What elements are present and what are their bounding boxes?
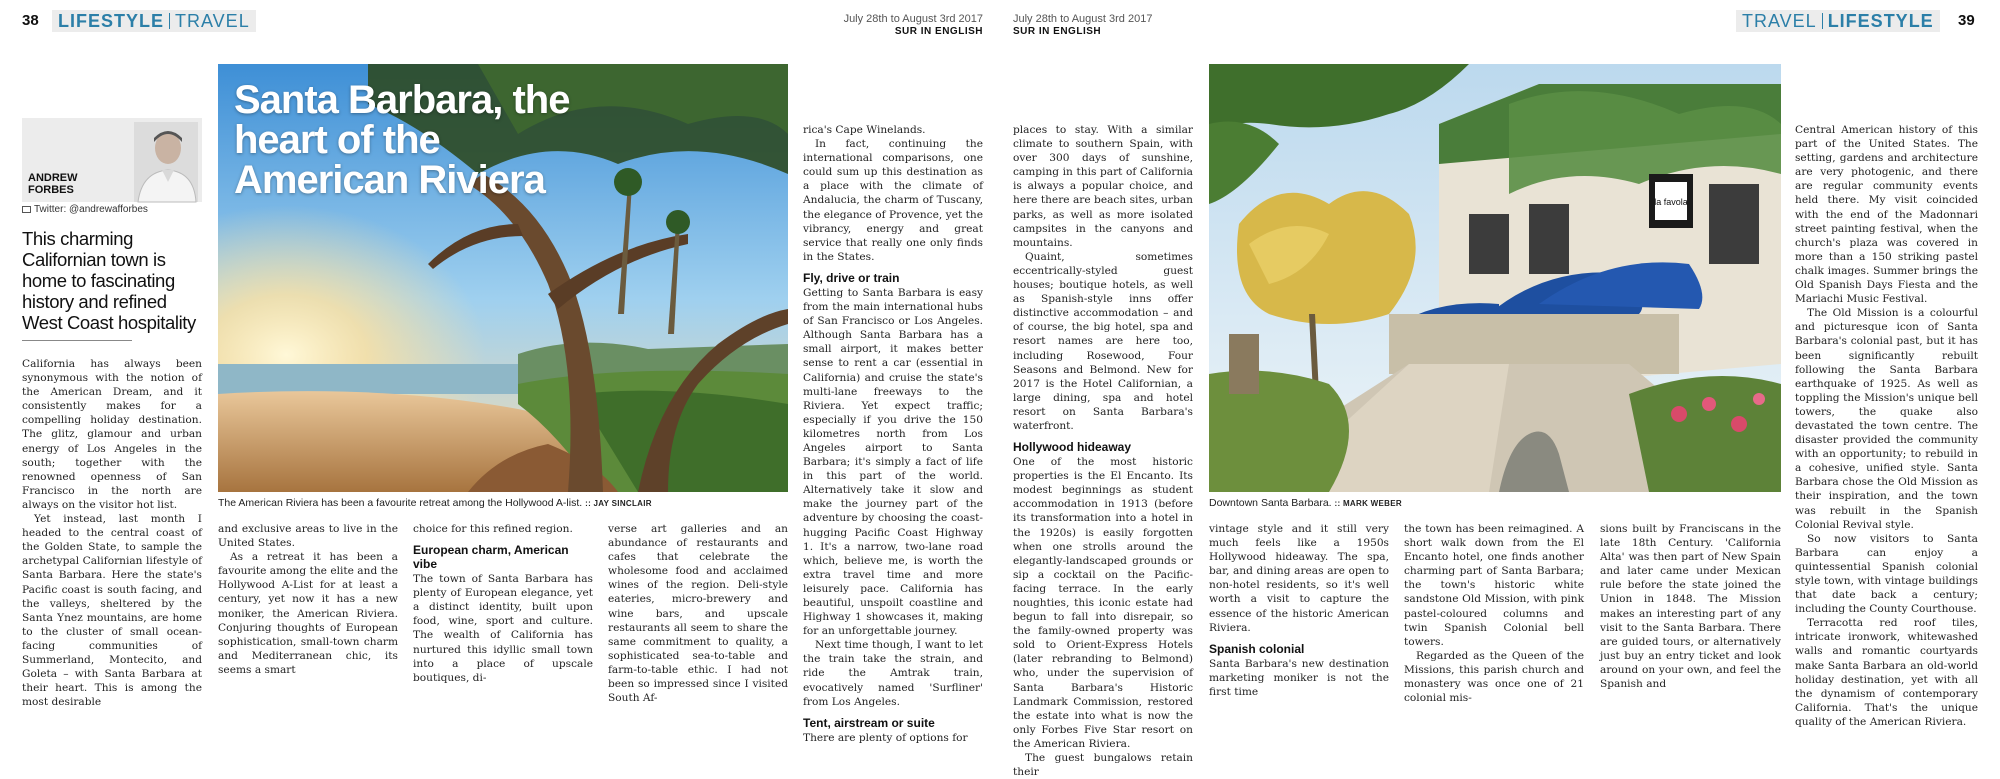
article-column-4: [608, 522, 788, 705]
beach-photo-credit: :: JAY SINCLAIR: [585, 499, 652, 508]
author-first-name: ANDREW: [28, 172, 78, 184]
article-column-10: [1795, 123, 1978, 728]
left-page-dateline: [823, 13, 983, 38]
article-column-7: [1209, 522, 1389, 698]
paragraph: Central American history of this part of the United States. The setting, gardens and architecture are very photogenic, and there are regular community events held there. My visit coincided with the end of the Madonnari street painting festival, when the church's plaza was covered in more than a 150 striking pastel chalk images. Summer brings the Old Spanish Days Fiesta and the Mariachi Music Festival.: [1795, 124, 1978, 306]
article-column-2: [218, 522, 398, 676]
left-section-label: LIFESTYLE: [58, 11, 165, 31]
section-separator: [169, 13, 170, 29]
standfirst: This charming Californian town is home to fascinating history and refined West Coast hospitality: [22, 228, 196, 333]
right-page-number: 39: [1958, 12, 1975, 29]
paragraph: There are plenty of options for: [803, 731, 968, 744]
headline: Santa Barbara, the heart of the American Riviera: [234, 78, 570, 202]
author-last-name: FORBES: [28, 184, 74, 196]
paragraph: Regarded as the Queen of the Missions, this parish church and monastery was once one of 21 colonial mis-: [1404, 649, 1584, 705]
restaurant-sign-text: la favola: [1654, 197, 1688, 207]
standfirst-divider: [22, 340, 132, 341]
right-section-tab: [1736, 10, 1940, 32]
paragraph: the town has been reimagined. A short walk down from the El Encanto hotel, one finds another charming part of Santa Barbara; the town's historic white sandstone Old Mission, with pink pastel-coloured columns and twin Spanish Colonial bell towers.: [1404, 523, 1584, 648]
left-page-publication: SUR IN ENGLISH: [894, 26, 983, 37]
subheading-hollywood-hideaway: Hollywood hideaway: [1013, 440, 1132, 455]
paragraph: One of the most historic properties is the El Encanto. Its modest beginnings as student accommodation in 1913 (before its transformation into a hotel in the 1920s) is easily forgotten when one strolls around the elegantly-landscaped grounds or sip a cocktail on the Pacific-facing terrace. In the early noughties, this iconic estate had begun to fall into disrepair, so the family-owned property was sold to Orient-Express Hotels (later rebranding to Belmond) who, under the supervision of Santa Barbara's Historic Landmark Commission, restored the estate into what is now the only Forbes Five Star resort on the American Riviera.: [1013, 456, 1193, 750]
paragraph: Next time though, I want to let the train take the strain, and ride the Amtrak train, evocatively named 'Surfliner' from Los Angeles.: [803, 639, 983, 708]
article-column-3: [413, 522, 593, 684]
paragraph: Quaint, sometimes eccentrically-styled guest houses; boutique hotels, as well as Spanish-style inns offer distinctive accommodation – and of course, the big hotel, spa and resort names are here too, including Rosewood, Four Seasons and Belmond. New for 2017 is the Hotel Californian, a large dining, spa and hotel resort on Santa Barbara's waterfront.: [1013, 250, 1193, 432]
article-column-1: [22, 357, 202, 709]
left-subsection-label: TRAVEL: [175, 11, 250, 31]
paragraph: Terracotta red roof tiles, intricate ironwork, whitewashed walls and romantic courtyards make Santa Barbara an old-world holiday destination, yet with all the dynamism of contemporary California. That's the unique quality of the American Riviera.: [1795, 617, 1978, 728]
paragraph: vintage style and it still very much feels like a 1950s Hollywood hideaway. The spa, bar, and dining areas are open to non-hotel residents, so it's well worth a visit to capture the essence of the historic American Riviera.: [1209, 523, 1389, 634]
paragraph: places to stay. With a similar climate to southern Spain, with over 300 days of sunshine, camping in this part of California is always a popular choice, and here there are beach sites, urban parks, as well as more isolated campsites in the canyons and mountains.: [1013, 124, 1193, 249]
article-column-5: [803, 123, 983, 744]
downtown-photo-caption: [1209, 497, 1781, 510]
downtown-photo-illustration: [1209, 64, 1781, 492]
right-page-dateline: [1013, 13, 1183, 38]
author-twitter[interactable]: [22, 204, 148, 215]
left-page-date: July 28th to August 3rd 2017: [843, 13, 983, 25]
article-column-8: [1404, 522, 1584, 705]
left-page-number: 38: [22, 12, 39, 29]
paragraph: Getting to Santa Barbara is easy from the main international hubs of San Francisco or Los Angeles. Although Santa Barbara has a small airport, it makes better sense to rent a car (essential in California) and cruise the state's multi-lane freeways to the Riviera. Yet expect traffic; especially if you drive the 150 kilometres north from Los Angeles airport to Santa Barbara; it's simply a fact of life in this part of the world. Alternatively take it slow and make the journey part of the adventure by choosing the coast-hugging Pacific Coast Highway 1. It's a narrow, two-lane road which, believe me, is worth the extra travel time and more leisurely pace. California has beautiful, unspoilt coastline and Highway 1 showcases it, making for an unforgettable journey.: [803, 286, 983, 638]
paragraph: Yet instead, last month I headed to the central coast of the Golden State, to sample the archetypal Californian lifestyle of Santa Barbara. Here the state's Pacific coast is south facing, and the valleys, sheltered by the Santa Ynez mountains, are home to the cluster of small ocean-facing communities of Summerland, Montecito, and Goleta – with Santa Barbara at their heart. This is among the most desirable: [22, 513, 202, 709]
paragraph: choice for this refined region.: [413, 523, 573, 535]
author-twitter-handle: Twitter: @andrewafforbes: [34, 204, 148, 215]
paragraph: In fact, continuing the international comparisons, one could sum up this destination as a place with the climate of Andalucia, the charm of Tuscany, the elegance of Provence, yet the vibrancy, energy and great service that really one only finds in the States.: [803, 138, 983, 263]
paragraph: So now visitors to Santa Barbara can enjoy a quintessential Spanish colonial style town, with vintage buildings that date back a century; including the County Courthouse.: [1795, 532, 1978, 616]
beach-photo-caption: [218, 497, 788, 510]
twitter-icon: [22, 206, 31, 213]
downtown-photo: [1209, 64, 1781, 492]
right-subsection-label: TRAVEL: [1742, 11, 1817, 31]
author-name: [28, 172, 78, 196]
subheading-fly-drive-train: Fly, drive or train: [803, 270, 900, 285]
paragraph: sions built by Franciscans in the late 18th Century. 'California Alta' was then part of New Spain and later came under Mexican rule before the state joined the Union in 1848. The Mission makes an interesting part of any visit to the Santa Barbara. There are guided tours, or alternatively just buy an entry ticket and look around on your own, and feel the Spanish and: [1600, 523, 1781, 691]
paragraph: As a retreat it has been a favourite among the elite and the Hollywood A-List for at least a century, yet now it has a new moniker, the American Riviera. Conjuring thoughts of European sophistication, small-town charm and Mediterranean chic, its seems a smart: [218, 551, 398, 676]
paragraph: and exclusive areas to live in the United States.: [218, 523, 398, 550]
subheading-spanish-colonial: Spanish colonial: [1209, 641, 1305, 656]
paragraph: The town of Santa Barbara has plenty of European elegance, yet a distinct identity, built upon food, wine, sport and culture. The wealth of California has nurtured this idyllic small town into a place of upscale boutiques, di-: [413, 573, 593, 684]
paragraph: Santa Barbara's new destination marketing moniker is not the first time: [1209, 657, 1389, 698]
subheading-european-charm: European charm, American vibe: [413, 543, 569, 572]
article-column-6: [1013, 123, 1193, 779]
right-page-date: July 28th to August 3rd 2017: [1013, 13, 1153, 25]
paragraph: The guest bungalows retain their: [1013, 752, 1193, 779]
paragraph: California has always been synonymous with the notion of the American Dream, and it consistently makes for a compelling holiday destination. The glitz, glamour and urban energy of Los Angeles in the south; together with the renowned openness of San Francisco in the north are always on the visitor hot list.: [22, 358, 202, 511]
article-column-9: [1600, 522, 1781, 691]
paragraph: verse art galleries and an abundance of restaurants and cafes that celebrate the wholesome food and acclaimed wines of the region. Deli-style eateries, micro-brewery and wine bars, and upscale restaurants all seem to share the same commitment to quality, a sophisticated sea-to-table and farm-to-table ethic. I had not been so impressed since I visited South Af-: [608, 523, 788, 705]
left-section-tab: [52, 10, 256, 32]
right-page-publication: SUR IN ENGLISH: [1013, 26, 1102, 37]
subheading-tent-airstream: Tent, airstream or suite: [803, 715, 935, 730]
paragraph: The Old Mission is a colourful and picturesque icon of Santa Barbara's colonial past, but it has been significantly rebuilt following the Santa Barbara earthquake of 1925. As well as toppling the Mission's unique bell towers, the quake also devastated the town centre. The disaster provided the community with an opportunity; to rebuild in a cohesive, unified style. Santa Barbara chose the Old Mission as their inspiration, and the town was rebuilt in the Spanish Colonial Revival style.: [1795, 307, 1978, 531]
right-section-label: LIFESTYLE: [1827, 11, 1934, 31]
downtown-photo-credit: :: MARK WEBER: [1334, 499, 1402, 508]
downtown-photo-caption-text: Downtown Santa Barbara.: [1209, 497, 1332, 509]
section-separator: [1822, 13, 1823, 29]
paragraph: rica's Cape Winelands.: [803, 124, 926, 136]
author-box: [22, 118, 202, 202]
author-photo: [134, 122, 198, 202]
beach-photo-caption-text: The American Riviera has been a favourite retreat among the Hollywood A-list.: [218, 497, 583, 509]
